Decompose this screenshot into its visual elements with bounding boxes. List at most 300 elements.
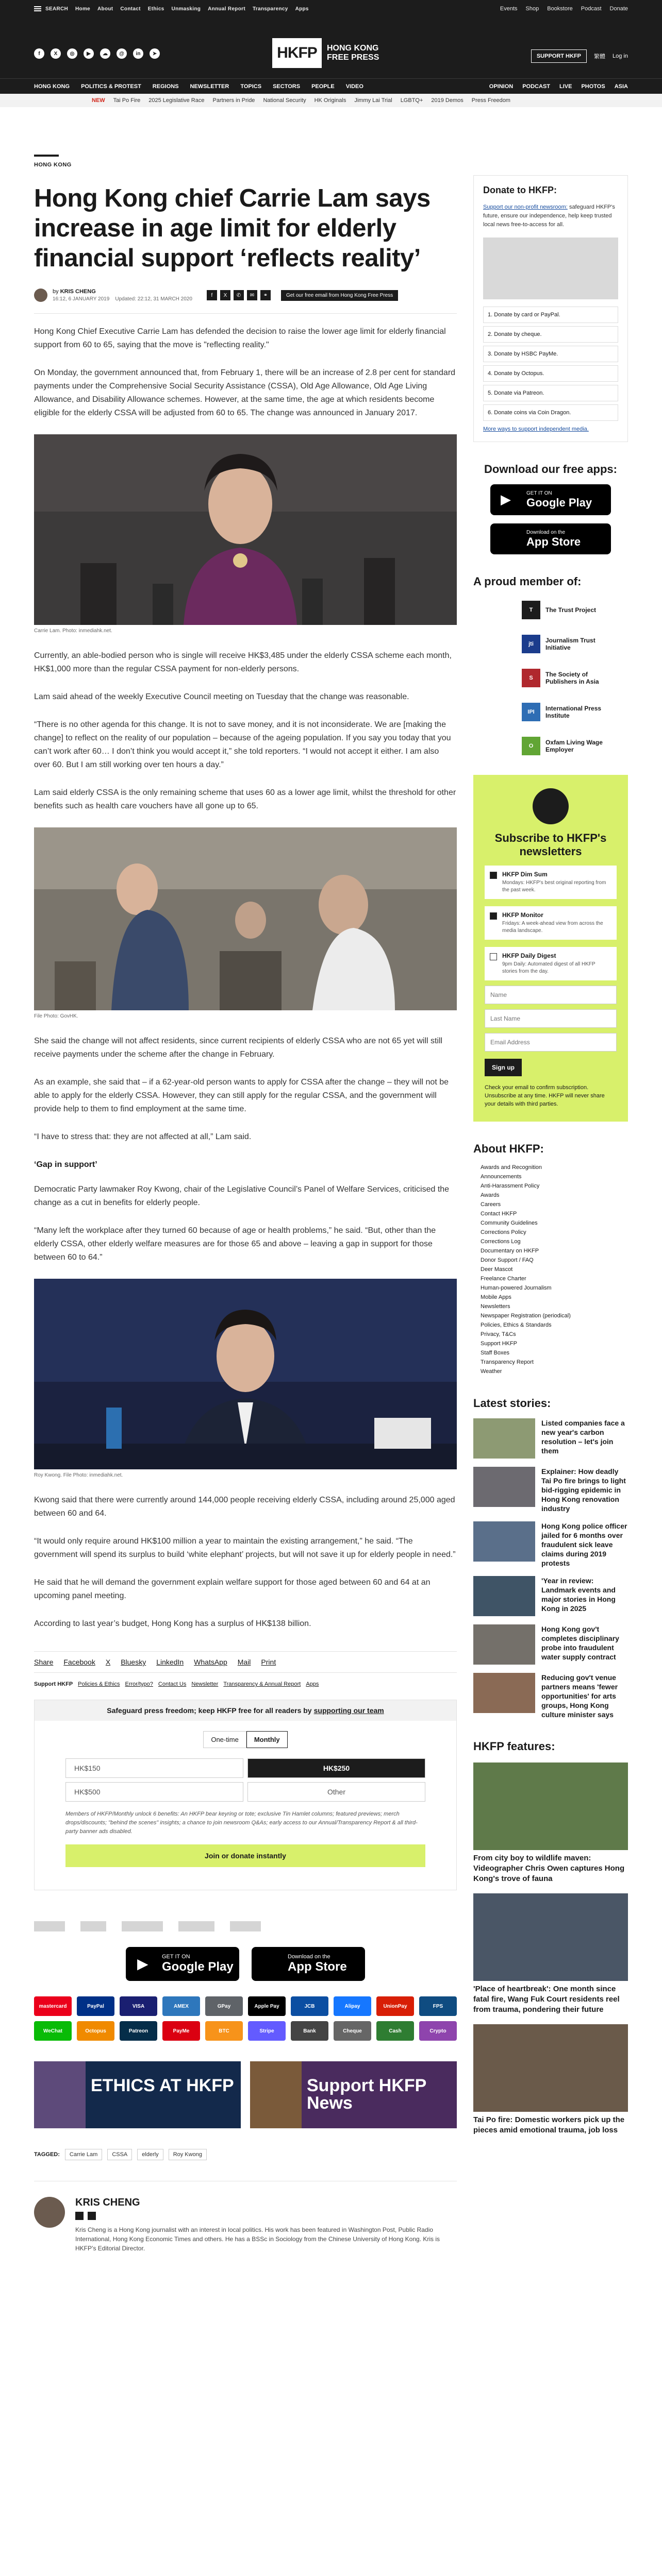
payment-logo: WeChat — [34, 2021, 72, 2041]
amount-grid — [65, 1758, 425, 1802]
donate-sidebar-box — [473, 175, 628, 442]
author-x-icon[interactable] — [75, 2212, 84, 2220]
photo-carrie-lam — [34, 434, 457, 625]
member-item[interactable] — [473, 665, 628, 691]
publish-date: 16:12, 6 JANUARY 2019 — [53, 296, 110, 302]
story-thumbnail — [473, 1673, 535, 1713]
newsletter-note: Check your email to confirm subscription. Unsubscribe at any time. HKFP will never share your details with third parties. — [485, 1084, 605, 1107]
trust-logos — [34, 1921, 457, 1931]
util-link-shop[interactable]: Shop — [525, 6, 539, 12]
search-link[interactable]: SEARCH — [45, 6, 69, 12]
photo-roy-kwong-image — [34, 1279, 457, 1469]
share-mail-link[interactable]: Mail — [237, 1658, 251, 1666]
newsletter-name: HKFP Daily Digest — [502, 952, 556, 959]
about-item[interactable]: Human-powered Journalism — [481, 1285, 552, 1291]
story-title: Hong Kong police officer jailed for 6 months over fraudulent sick leave claims during 2019 protests — [541, 1522, 627, 1567]
newsletter-desc: Fridays: A week-ahead view from across the media landscape. — [502, 921, 603, 934]
share-label: Share — [34, 1658, 54, 1666]
about-item[interactable]: Newspaper Registration (periodical) — [481, 1313, 571, 1319]
join-donate-button[interactable]: Join or donate instantly — [65, 1844, 425, 1867]
newsletter-option[interactable] — [485, 906, 617, 940]
payment-logo: JCB — [291, 1996, 328, 2016]
donate-method[interactable]: 6. Donate coins via Coin Dragon. — [483, 404, 618, 421]
feature-item[interactable] — [473, 1762, 628, 1884]
oxfam-icon: O — [522, 737, 540, 755]
share-x-link[interactable]: X — [105, 1658, 111, 1666]
trending-bar — [0, 94, 662, 107]
feature-title: Tai Po fire: Domestic workers pick up the pieces amid emotional trauma, job loss — [473, 2115, 625, 2134]
member-item[interactable] — [473, 699, 628, 725]
logo-mark: HKFP — [272, 38, 322, 68]
tag[interactable]: elderly — [137, 2149, 163, 2160]
trend-item[interactable]: Tai Po Fire — [113, 97, 141, 104]
author-bio: Kris Cheng is a Hong Kong journalist with an interest in local politics. His work has been featured in Washington Post, Public Radio International, Hong Kong Economic Times and others. He has a BSSc in Sociology from the Chinese University of Hong Kong. Kris is HKFP’s Editorial Director. — [75, 2226, 440, 2252]
newsletter-option[interactable] — [485, 866, 617, 899]
apps-link[interactable]: Apps — [306, 1681, 319, 1687]
payment-logo: mastercard — [34, 1996, 72, 2016]
sidebar-app-store-button[interactable] — [490, 523, 611, 554]
util-link-bookstore[interactable]: Bookstore — [547, 6, 573, 12]
paragraph: She said the change will not affect residents, since current recipients of elderly CSSA who are not 65 yet will still receive payments under the scheme after the change in February. — [34, 1037, 443, 1059]
payment-logo: Alipay — [334, 1996, 371, 2016]
author-box-name[interactable]: KRIS CHENG — [75, 2197, 140, 2208]
about-item[interactable]: Deer Mascot — [481, 1266, 513, 1273]
last-name-field[interactable] — [485, 1009, 617, 1028]
promo-ethics-title: ETHICS AT HKFP — [91, 2076, 234, 2095]
bluesky-icon[interactable]: ☁ — [100, 48, 110, 59]
about-item[interactable]: Announcements — [481, 1174, 522, 1180]
newsletter-title: Subscribe to HKFP's newsletters — [494, 832, 607, 858]
about-item[interactable]: Documentary on HKFP — [481, 1248, 539, 1254]
donate-sidebar-link[interactable]: Support our non-profit newsroom: — [483, 204, 568, 210]
newsletter-checkbox[interactable] — [490, 912, 497, 920]
member-list — [473, 597, 628, 759]
share-icons — [207, 290, 271, 300]
about-title: About HKFP: — [473, 1142, 544, 1155]
donate-banner-link[interactable]: supporting our team — [313, 1706, 384, 1715]
latest-stories — [473, 1418, 628, 1719]
payment-logo: Cheque — [334, 2021, 371, 2041]
nav-item-hong-kong[interactable]: HONG KONG — [34, 83, 70, 90]
sidebar — [473, 118, 628, 2136]
byline-author — [53, 289, 192, 295]
sidebar-apple-small: Download on the — [526, 529, 566, 535]
donate-method[interactable]: 1. Donate by card or PayPal. — [483, 307, 618, 323]
apple-icon — [263, 1955, 280, 1973]
app-store-small: Download on the — [288, 1954, 330, 1960]
x-icon[interactable]: X — [51, 48, 61, 59]
author-link[interactable]: KRIS CHENG — [60, 289, 96, 295]
util-link-donate[interactable]: Donate — [609, 6, 628, 12]
contact-link[interactable]: Contact Us — [158, 1681, 187, 1687]
story-thumbnail — [473, 1576, 535, 1616]
payment-logo: AMEX — [162, 1996, 200, 2016]
photo-elderly-visit-image — [34, 827, 457, 1010]
newsletter-desc: 9pm Daily: Automated digest of all HKFP stories from the day. — [502, 961, 595, 974]
paragraph: He said that he will demand the government explain welfare support for those aged between 60 and 64 at an upcoming panel meeting. — [34, 1578, 431, 1600]
member-name: Oxfam Living Wage Employer — [545, 739, 603, 753]
about-item[interactable]: Transparency Report — [481, 1359, 534, 1365]
app-store-row — [34, 1947, 457, 1981]
amount-option-selected[interactable]: HK$250 — [247, 1758, 425, 1778]
freq-one-time[interactable]: One-time — [203, 1731, 246, 1748]
linkedin-icon[interactable]: in — [133, 48, 143, 59]
payment-logo: Cash — [376, 2021, 414, 2041]
paragraph: “Many left the workplace after they turned 60 because of age or health problems,” he said. “But, other than the elderly CSSA, other elderly welfare measures are for those 65 and above – leaving a gap in support for those between 60 to 64.” — [34, 1226, 436, 1262]
story-item[interactable] — [473, 1673, 628, 1719]
payment-logo: Crypto — [419, 2021, 457, 2041]
google-play-small: GET IT ON — [162, 1954, 190, 1960]
payment-logo: Octopus — [77, 2021, 114, 2041]
threads-icon[interactable]: @ — [117, 48, 127, 59]
story-item[interactable] — [473, 1624, 628, 1665]
about-item[interactable]: Corrections Log — [481, 1239, 521, 1245]
share-x-icon[interactable]: X — [220, 290, 230, 300]
member-item[interactable] — [473, 733, 628, 759]
share-print-link[interactable]: Print — [261, 1658, 276, 1666]
sidebar-google-play-button[interactable] — [490, 484, 611, 515]
article-kicker[interactable]: HONG KONG — [34, 162, 72, 168]
newsletter-box — [473, 775, 628, 1122]
footer-links — [34, 1681, 457, 1687]
facebook-icon[interactable]: f — [34, 48, 44, 59]
name-field[interactable] — [485, 986, 617, 1004]
payment-logo: Apple Pay — [248, 1996, 286, 2016]
trend-item[interactable]: Press Freedom — [471, 97, 510, 104]
new-badge: NEW — [92, 97, 105, 104]
payment-logo: GPay — [205, 1996, 243, 2016]
trend-item[interactable]: LGBTQ+ — [400, 97, 423, 104]
promo-ethics-image — [34, 2061, 86, 2128]
member-name: Journalism Trust Initiative — [545, 637, 595, 651]
util-link-contact[interactable]: Contact — [120, 6, 141, 12]
paragraph: According to last year’s budget, Hong Kong has a surplus of HK$138 billion. — [34, 1619, 311, 1628]
updated-date: Updated: 22:12, 31 MARCH 2020 — [115, 296, 192, 302]
payment-logos — [34, 1996, 457, 2041]
paragraph: “There is no other agenda for this change. It is not to save money, and it is not inconsiderate. We are [making the change] to reflect on the reality of our population – because of the ageing population. If you say you today that you can’t work after 60… I don’t think you would accept it,” she told reporters. “I would not accept it either. I am also over 60. But I am still working over ten hours a day.” — [34, 720, 451, 769]
promo-ethics[interactable] — [34, 2061, 241, 2128]
paragraph: “It would only require around HK$100 million a year to maintain the existing arrangement,” he said. “The government will spend its surplus to build ‘white elephant’ projects, but will not save it up for elderly people in need.” — [34, 1537, 456, 1559]
promo-support-title: Support HKFP News — [307, 2076, 426, 2113]
author-social — [75, 2212, 457, 2220]
util-link-home[interactable]: Home — [75, 6, 91, 12]
author-avatar[interactable] — [34, 289, 47, 302]
error-link[interactable]: Error/typo? — [125, 1681, 153, 1687]
share-facebook-icon[interactable]: f — [207, 290, 217, 300]
about-item[interactable]: Careers — [481, 1201, 501, 1208]
share-link-icon[interactable]: ⚭ — [260, 290, 271, 300]
envelope-icon — [533, 788, 569, 824]
donate-banner — [35, 1700, 456, 1721]
newsletter-option[interactable] — [485, 947, 617, 980]
apps-title: Download our free apps: — [484, 463, 617, 476]
menu-icon[interactable] — [34, 6, 41, 11]
payment-logo: Bank — [291, 2021, 328, 2041]
trust-logo — [80, 1921, 106, 1931]
byline — [34, 289, 457, 302]
trend-item[interactable]: HK Originals — [314, 97, 346, 104]
donate-description: Members of HKFP/Monthly unlock 6 benefits: An HKFP bear keyring or tote; exclusive Tin Hamlet columns; featured previews; merch drops/discounts; "behind the scenes" insights; a chance to join newsroom Q&As; early access to our Annual/Transparency Report & all third-party banner ads disabled. — [65, 1811, 418, 1835]
story-item[interactable] — [473, 1521, 628, 1568]
author-mail-icon[interactable] — [88, 2212, 96, 2220]
story-item[interactable] — [473, 1418, 628, 1459]
donate-methods — [483, 307, 618, 421]
payment-logo: VISA — [120, 1996, 157, 2016]
newsletter-checkbox[interactable] — [490, 953, 497, 960]
payment-logo: BTC — [205, 2021, 243, 2041]
about-item[interactable]: Mobile Apps — [481, 1294, 511, 1300]
util-link-transparency[interactable]: Transparency — [252, 6, 288, 12]
jti-icon: jti — [522, 635, 540, 653]
about-item[interactable]: Corrections Policy — [481, 1229, 526, 1235]
payment-logo: Patreon — [120, 2021, 157, 2041]
payment-logo: UnionPay — [376, 1996, 414, 2016]
story-title: 'Year in review: Landmark events and major stories in Hong Kong in 2025 — [541, 1577, 616, 1613]
frequency-toggle — [35, 1731, 456, 1748]
about-item[interactable]: Weather — [481, 1368, 502, 1375]
youtube-icon[interactable]: ▶ — [84, 48, 94, 59]
google-play-icon: ▶ — [137, 1956, 148, 1972]
telegram-icon[interactable]: ➤ — [150, 48, 160, 59]
nav-item-sectors[interactable]: SECTORS — [273, 83, 301, 90]
nav-item-photos[interactable]: PHOTOS — [581, 83, 605, 90]
member-name: The Society of Publishers in Asia — [545, 671, 599, 685]
signup-button[interactable]: Sign up — [485, 1059, 522, 1076]
about-item[interactable]: Contact HKFP — [481, 1211, 517, 1217]
paragraph: Hong Kong Chief Executive Carrie Lam has defended the decision to raise the lower age limit for elderly financial support from 60 to 65, saying that the move is "reflecting reality." — [34, 327, 446, 349]
feature-image — [473, 2024, 628, 2112]
sidebar-google-label: Google Play — [526, 496, 592, 509]
subheading: ‘Gap in support’ — [34, 1160, 97, 1169]
app-store-label: App Store — [288, 1960, 347, 1974]
paragraph: Democratic Party lawmaker Roy Kwong, chair of the Legislative Council’s Panel of Welfare Services, criticised the change as a cut in benefits for elderly people. — [34, 1185, 450, 1207]
member-item[interactable] — [473, 631, 628, 657]
divider — [34, 313, 457, 314]
author-box-avatar[interactable] — [34, 2197, 65, 2228]
freq-monthly[interactable]: Monthly — [246, 1731, 288, 1748]
nav-item-newsletter[interactable]: NEWSLETTER — [190, 83, 229, 90]
payment-logo: PayMe — [162, 2021, 200, 2041]
google-play-label: Google Play — [162, 1960, 234, 1974]
utility-bar — [0, 0, 662, 18]
newsletter-link[interactable]: Newsletter — [191, 1681, 219, 1687]
paragraph: Lam said ahead of the weekly Executive Council meeting on Tuesday that the change was reasonable. — [34, 692, 409, 701]
donate-sidebar-desc: safeguard HKFP's future, ensure our independence, help keep trusted local news free-to-access for all. — [483, 204, 615, 228]
trust-logo — [122, 1921, 163, 1931]
google-play-icon: ▶ — [501, 492, 511, 507]
tags-row — [34, 2149, 457, 2160]
story-thumbnail — [473, 1521, 535, 1562]
share-bluesky-link[interactable]: Bluesky — [121, 1658, 146, 1666]
nav-item-podcast[interactable]: PODCAST — [522, 83, 550, 90]
story-item[interactable] — [473, 1467, 628, 1513]
feature-item[interactable] — [473, 2024, 628, 2136]
photo-carrie-lam-image — [34, 434, 457, 625]
policies-link[interactable]: Policies & Ethics — [78, 1681, 120, 1687]
feature-image — [473, 1762, 628, 1850]
share-whatsapp-icon[interactable]: ✆ — [234, 290, 244, 300]
donate-banner-text: Safeguard press freedom; keep HKFP free for all readers by — [107, 1706, 312, 1715]
photo-elderly-visit — [34, 827, 457, 1010]
about-item[interactable]: Support HKFP — [481, 1341, 517, 1347]
donate-sidebar-image — [483, 238, 618, 299]
feature-image — [473, 1893, 628, 1981]
features-list — [473, 1762, 628, 2136]
about-item[interactable]: Freelance Charter — [481, 1276, 526, 1282]
newsletter-name: HKFP Dim Sum — [502, 871, 548, 878]
newsletter-checkbox[interactable] — [490, 872, 497, 879]
nav-item-regions[interactable]: REGIONS — [152, 83, 179, 90]
trend-item[interactable]: 2025 Legislative Race — [148, 97, 205, 104]
amount-option[interactable]: HK$500 — [65, 1782, 243, 1802]
masthead — [0, 18, 662, 78]
paragraph: Lam said elderly CSSA is the only remaining scheme that uses 60 as a lower age limit, whilst the threshold for other benefits such as health care vouchers have all gone up to 65. — [34, 788, 456, 810]
features-title: HKFP features: — [473, 1740, 555, 1753]
paragraph: As an example, she said that – if a 62-year-old person wants to apply for CSSA after the change – they will not be able to apply for the elderly CSSA. However, they can still apply for the regular CSSA, and the government will provide help to them to find employment at the same time. — [34, 1078, 449, 1113]
language-switch[interactable]: 繁體 — [594, 54, 606, 60]
paragraph: “I have to stress that: they are not affected at all,” Lam said. — [34, 1132, 252, 1141]
paragraph: Kwong said that there were currently around 144,000 people receiving elderly CSSA, including around 25,000 aged between 60 and 64. — [34, 1496, 455, 1518]
about-item[interactable]: Awards — [481, 1192, 500, 1198]
social-links — [34, 48, 160, 59]
amount-other[interactable]: Other — [247, 1782, 425, 1802]
nav-item-asia[interactable]: ASIA — [614, 83, 628, 90]
ipi-icon: IPI — [522, 703, 540, 721]
story-item[interactable] — [473, 1576, 628, 1616]
paragraph: Currently, an able-bodied person who is single will receive HK$3,485 under the elderly CSSA scheme each month, HK$1,000 more than the regular CSSA payment for non-elderly persons. — [34, 651, 452, 673]
share-row — [34, 1651, 457, 1673]
photo-caption: Carrie Lam. Photo: inmediahk.net. — [34, 628, 112, 634]
payment-logo: Stripe — [248, 2021, 286, 2041]
byline-prefix: by — [53, 289, 59, 295]
util-link-podcast[interactable]: Podcast — [581, 6, 602, 12]
about-item[interactable]: Awards and Recognition — [481, 1164, 542, 1171]
site-logo[interactable] — [272, 38, 384, 68]
support-hkfp-link[interactable]: Support HKFP — [34, 1681, 73, 1687]
story-thumbnail — [473, 1418, 535, 1459]
tag[interactable]: Roy Kwong — [169, 2149, 207, 2160]
nav-item-opinion[interactable]: OPINION — [489, 83, 514, 90]
story-title: Explainer: How deadly Tai Po fire brings to light bid-rigging epidemic in Hong Kong renovation industry — [541, 1467, 626, 1513]
trust-logo — [178, 1921, 214, 1931]
share-mail-icon[interactable]: ✉ — [247, 290, 257, 300]
logo-text: HONG KONG FREE PRESS — [327, 44, 379, 62]
story-thumbnail — [473, 1624, 535, 1665]
trend-item[interactable]: 2019 Demos — [431, 97, 464, 104]
share-facebook-link[interactable]: Facebook — [63, 1658, 95, 1666]
photo-caption: Roy Kwong. File Photo: inmediahk.net. — [34, 1472, 123, 1478]
email-field[interactable] — [485, 1033, 617, 1052]
share-linkedin-link[interactable]: LinkedIn — [156, 1658, 184, 1666]
story-title: Hong Kong gov't completes disciplinary probe into fraudulent water supply contract — [541, 1625, 619, 1661]
member-name: The Trust Project — [545, 606, 597, 614]
trend-item[interactable]: Jimmy Lai Trial — [354, 97, 392, 104]
feature-title: 'Place of heartbreak': One month since fatal fire, Wang Fuk Court residents reel from trauma, pondering their future — [473, 1985, 620, 2014]
nav-item-people[interactable]: PEOPLE — [311, 83, 335, 90]
story-thumbnail — [473, 1467, 535, 1507]
byline-dates — [53, 296, 192, 302]
member-item[interactable] — [473, 597, 628, 623]
main-nav — [0, 78, 662, 94]
feature-item[interactable] — [473, 1893, 628, 2015]
payment-logo: PayPal — [77, 1996, 114, 2016]
nav-item-video[interactable]: VIDEO — [345, 83, 363, 90]
newsletter-desc: Mondays: HKFP's best original reporting from the past week. — [502, 880, 606, 893]
google-play-button[interactable] — [126, 1947, 239, 1981]
donate-method[interactable]: 3. Donate by HSBC PayMe. — [483, 346, 618, 362]
more-ways-link[interactable]: More ways to support independent media. — [483, 426, 589, 432]
photo-roy-kwong — [34, 1279, 457, 1469]
donate-method[interactable]: 4. Donate by Octopus. — [483, 365, 618, 382]
trust-project-icon: T — [522, 601, 540, 619]
sidebar-google-small: GET IT ON — [526, 490, 552, 496]
donate-box — [34, 1700, 457, 1890]
login-link[interactable]: Log in — [613, 53, 628, 59]
util-link-about[interactable]: About — [97, 6, 113, 12]
about-item[interactable]: Staff Boxes — [481, 1350, 510, 1356]
section-rule — [34, 155, 59, 157]
share-whatsapp-link[interactable]: WhatsApp — [194, 1658, 227, 1666]
tag[interactable]: Carrie Lam — [65, 2149, 102, 2160]
member-name: International Press Institute — [545, 705, 602, 719]
about-item[interactable]: Community Guidelines — [481, 1220, 538, 1226]
about-item[interactable]: Policies, Ethics & Standards — [481, 1322, 552, 1328]
donate-method[interactable]: 5. Donate via Patreon. — [483, 385, 618, 401]
trend-item[interactable]: Partners in Pride — [212, 97, 255, 104]
follow-button[interactable]: Get our free email from Hong Kong Free Press — [281, 290, 398, 301]
donate-method[interactable]: 2. Donate by cheque. — [483, 326, 618, 343]
promo-support[interactable] — [250, 2061, 457, 2128]
newsletter-name: HKFP Monitor — [502, 911, 543, 919]
instagram-icon[interactable]: ◎ — [67, 48, 77, 59]
tags-label: TAGGED: — [34, 2151, 60, 2158]
donate-sidebar-text — [483, 203, 618, 229]
trust-logo — [230, 1921, 261, 1931]
about-item[interactable]: Anti-Harassment Policy — [481, 1183, 540, 1189]
story-title: Listed companies face a new year's carbon resolution – let's join them — [541, 1419, 625, 1455]
feature-title: From city boy to wildlife maven: Videographer Chris Owen captures Hong Kong's trove of fauna — [473, 1854, 625, 1883]
tag[interactable]: CSSA — [107, 2149, 132, 2160]
payment-logo: FPS — [419, 1996, 457, 2016]
trend-item[interactable]: National Security — [263, 97, 306, 104]
about-item[interactable]: Donor Support / FAQ — [481, 1257, 534, 1263]
util-link-ethics[interactable]: Ethics — [147, 6, 164, 12]
promo-row — [34, 2061, 457, 2128]
about-list — [473, 1163, 628, 1376]
amount-option[interactable]: HK$150 — [65, 1758, 243, 1778]
photo-caption: File Photo: GovHK. — [34, 1013, 78, 1019]
donate-sidebar-title: Donate to HKFP: — [483, 185, 557, 195]
app-store-button[interactable] — [252, 1947, 365, 1981]
transparency-link[interactable]: Transparency & Annual Report — [223, 1681, 301, 1687]
util-link-annual-report[interactable]: Annual Report — [208, 6, 245, 12]
util-link-events[interactable]: Events — [500, 6, 518, 12]
about-item[interactable]: Privacy, T&Cs — [481, 1331, 516, 1337]
util-link-apps[interactable]: Apps — [295, 6, 309, 12]
support-hkfp-button[interactable]: SUPPORT HKFP — [531, 49, 587, 63]
util-link-unmasking[interactable]: Unmasking — [171, 6, 201, 12]
paragraph: On Monday, the government announced that, from February 1, there will be an increase of 2.8 per cent for standard payments under the Comprehensive Social Security Assistance (CSSA), Old Age Allowance, Old Age Living Allowance, and Disability Allowance schemes. However, at the same time, the age at which residents become eligible for the elderly CSSA will be adjusted from 60 to 65. The change was announced in January 2017. — [34, 368, 456, 417]
sidebar-apple-label: App Store — [526, 535, 581, 548]
promo-support-image — [250, 2061, 302, 2128]
nav-item-topics[interactable]: TOPICS — [240, 83, 262, 90]
about-item[interactable]: Newsletters — [481, 1303, 510, 1310]
nav-item-politics[interactable]: POLITICS & PROTEST — [81, 83, 141, 90]
member-title: A proud member of: — [473, 575, 582, 588]
sopa-icon: S — [522, 669, 540, 687]
latest-stories-title: Latest stories: — [473, 1397, 551, 1410]
nav-item-live[interactable]: LIVE — [559, 83, 572, 90]
